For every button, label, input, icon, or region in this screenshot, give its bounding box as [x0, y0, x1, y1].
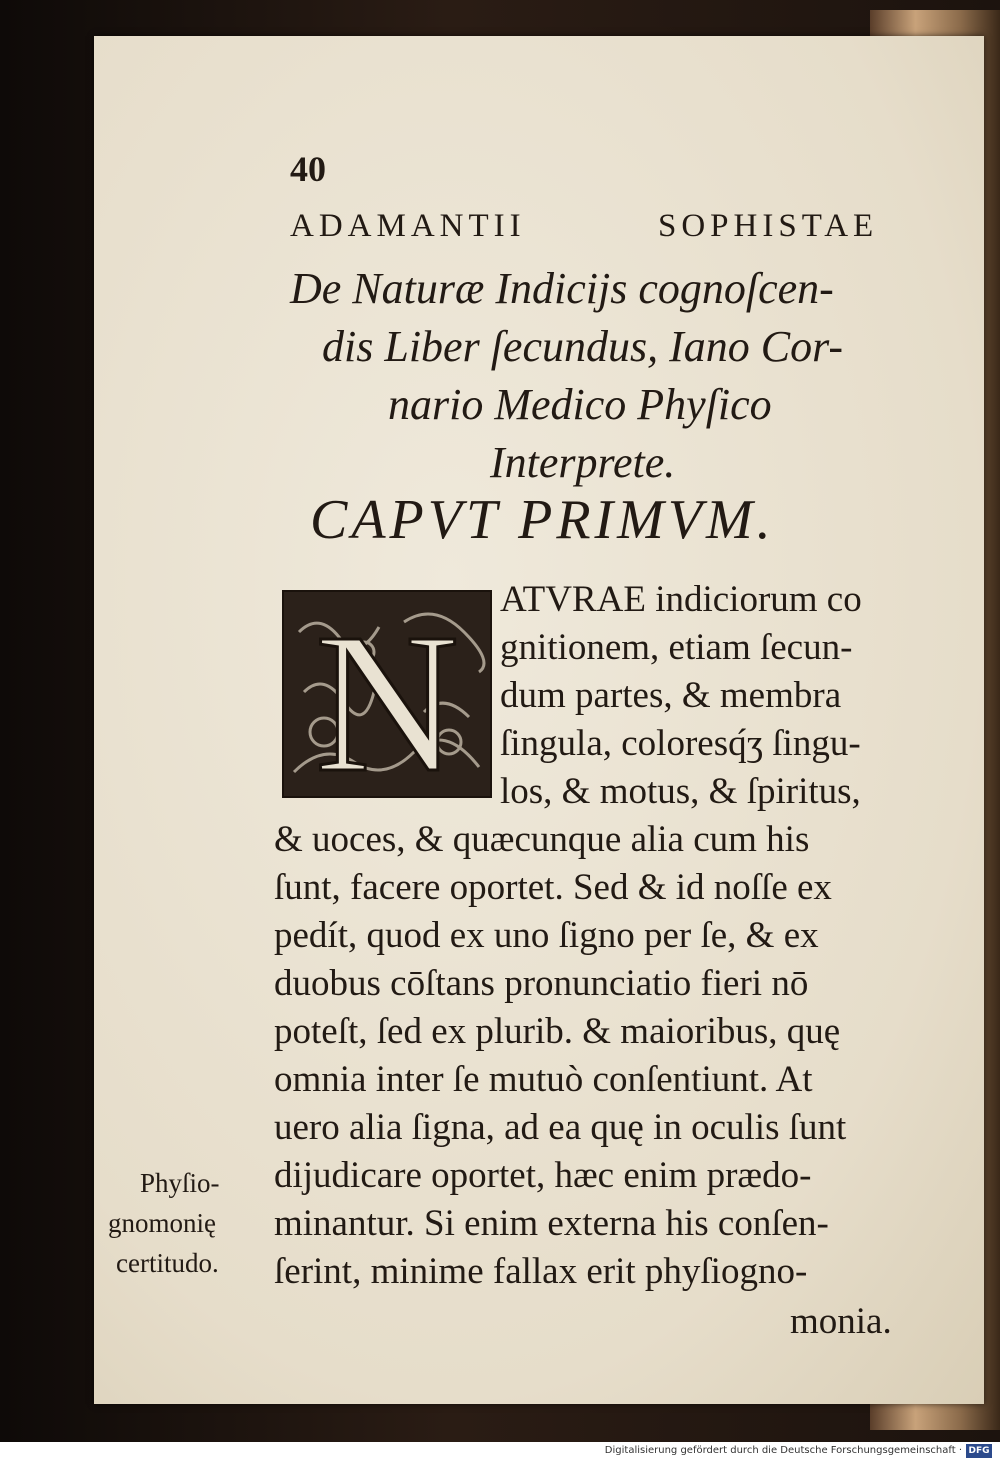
- initial-letter: N: [314, 593, 460, 796]
- body-line: duobus cōſtans pronunciatio fieri nō: [274, 963, 809, 1004]
- body-line: los, & motus, & ſpiritus,: [500, 771, 861, 812]
- decorated-initial: [282, 590, 492, 798]
- title-line: dis Liber ſecundus, Iano Cor-: [322, 322, 843, 371]
- title-line: Interprete.: [490, 438, 676, 487]
- running-title: [290, 208, 945, 245]
- body-line: ATVRAE indiciorum co: [500, 579, 862, 620]
- footer-credit: Digitalisierung gefördert durch die Deutsche Forschungsgemeinschaft ·: [604, 1445, 962, 1456]
- page-number: 40: [290, 149, 326, 189]
- dfg-logo: DFG: [966, 1444, 992, 1458]
- body-line: dum partes, & membra: [500, 675, 842, 716]
- body-line: ſingula, coloresq́ʒ ſingu-: [500, 723, 861, 764]
- body-line: minantur. Si enim externa his conſen-: [274, 1203, 829, 1244]
- body-line: gnitionem, etiam ſecun-: [500, 627, 853, 668]
- ornament-illustration: [284, 592, 490, 796]
- body-line: poteſt, ſed ex plurib. & maioribus, quę: [274, 1011, 841, 1052]
- body-line: pedít, quod ex uno ſigno per ſe, & ex: [274, 915, 819, 956]
- body-line: ſerint, minime fallax erit phyſiogno-: [274, 1251, 808, 1292]
- body-line: omnia inter ſe mutuò conſentiunt. At: [274, 1059, 813, 1100]
- body-line: monia.: [790, 1301, 892, 1342]
- title-line: De Naturæ Indicijs cognoſcen-: [290, 264, 834, 313]
- marginal-note-line: certitudo.: [116, 1248, 219, 1278]
- running-title-word-1: ADAMANTII: [290, 208, 526, 244]
- body-line: dijudicare oportet, hæc enim prædo-: [274, 1155, 812, 1196]
- running-title-word-2: SOPHISTAE: [658, 208, 879, 244]
- body-line: uero alia ſigna, ad ea quę in oculis ſunt: [274, 1107, 847, 1148]
- marginal-note-line: gnomonię: [108, 1208, 216, 1238]
- marginal-note-line: Phyſio-: [140, 1168, 220, 1198]
- body-line: & uoces, & quæcunque alia cum his: [274, 819, 810, 860]
- title-line: nario Medico Phyſico: [388, 380, 772, 429]
- chapter-heading: CAPVT PRIMVM.: [310, 489, 775, 551]
- body-line: ſunt, facere oportet. Sed & id noſſe ex: [274, 867, 832, 908]
